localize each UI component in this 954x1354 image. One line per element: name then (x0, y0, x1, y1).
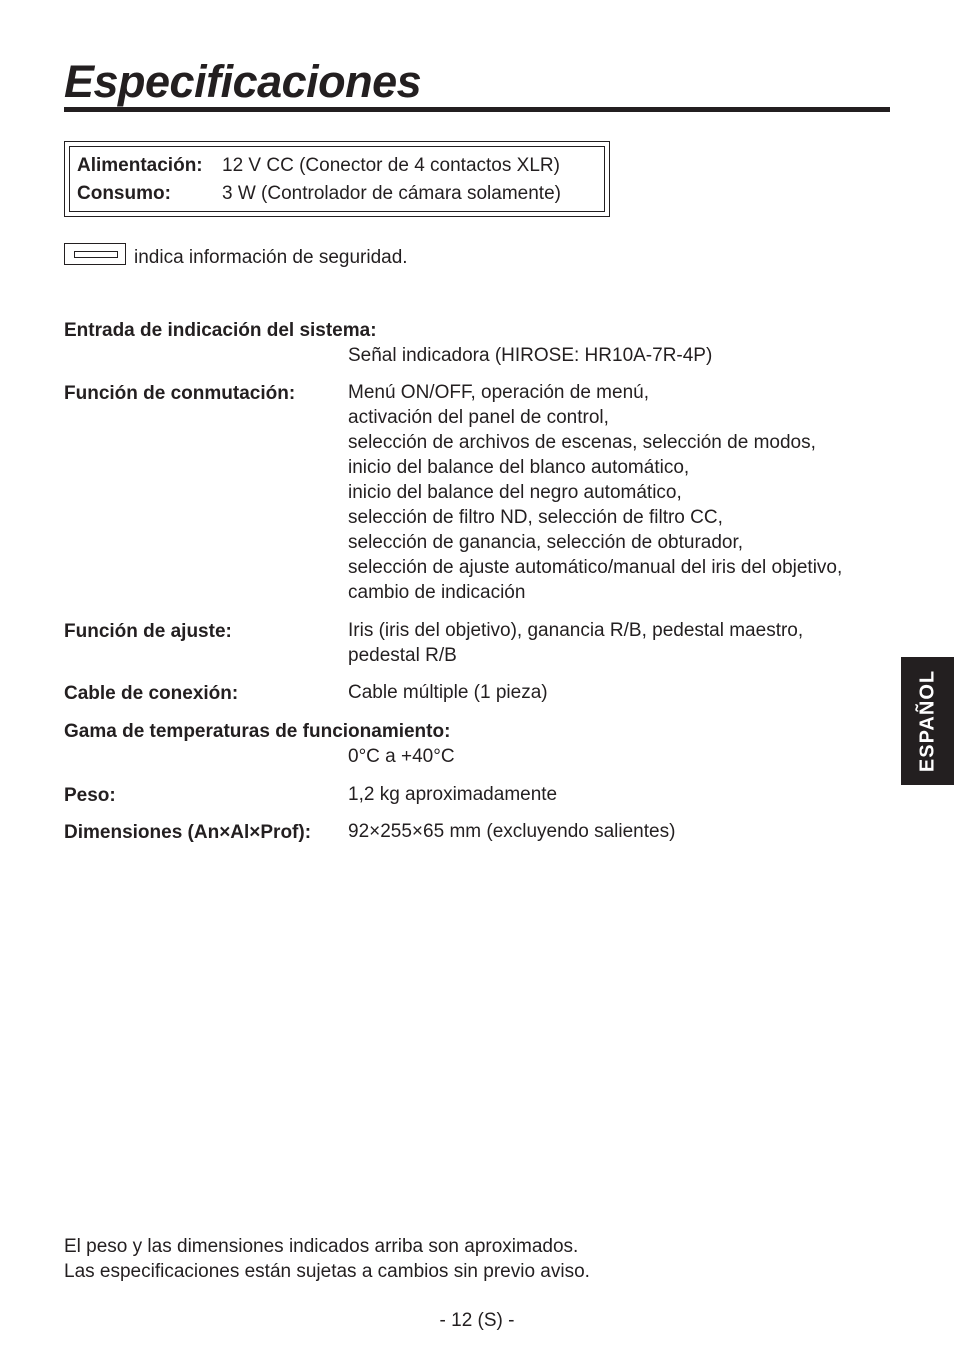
spec-line: Iris (iris del objetivo), ganancia R/B, pedestal maestro, (348, 620, 804, 641)
spec-line: inicio del balance del negro automático, (348, 482, 682, 503)
spec-label-temperature: Gama de temperaturas de funcionamiento: (64, 721, 451, 742)
safety-symbol-icon (64, 243, 126, 265)
language-tab (901, 657, 954, 785)
consumption-label: Consumo: (77, 183, 171, 204)
spec-value-switching (348, 380, 842, 605)
spec-line: 92×255×65 mm (excluyendo salientes) (348, 821, 676, 842)
title-underline (64, 107, 890, 112)
spec-value-weight (348, 782, 557, 807)
consumption-value: 3 W (Controlador de cámara solamente) (222, 183, 561, 204)
language-tab-label: ESPAÑOL (916, 669, 938, 773)
spec-label-switching: Función de conmutación: (64, 383, 296, 404)
spec-line: selección de filtro ND, selección de filtro CC, (348, 507, 723, 528)
spec-label-system-input: Entrada de indicación del sistema: (64, 320, 377, 341)
power-value: 12 V CC (Conector de 4 contactos XLR) (222, 155, 560, 176)
spec-line: selección de ajuste automático/manual del iris del objetivo, (348, 557, 843, 578)
spec-value-temperature (348, 744, 455, 769)
spec-line: 1,2 kg aproximadamente (348, 784, 558, 805)
spec-line: Menú ON/OFF, operación de menú, (348, 382, 649, 403)
spec-label-adjustment: Función de ajuste: (64, 621, 232, 642)
spec-value-adjustment (348, 618, 803, 668)
spec-line: Señal indicadora (HIROSE: HR10A-7R-4P) (348, 345, 713, 366)
spec-line: activación del panel de control, (348, 407, 609, 428)
spec-line: selección de ganancia, selección de obturador, (348, 532, 744, 553)
power-spec-box (64, 141, 610, 217)
spec-line: cambio de indicación (348, 582, 526, 603)
spec-label-dimensions: Dimensiones (An×Al×Prof): (64, 822, 312, 843)
page-title: Especificaciones (64, 56, 422, 107)
power-label: Alimentación: (77, 155, 203, 176)
spec-label-cable: Cable de conexión: (64, 683, 239, 704)
spec-label-weight: Peso: (64, 785, 116, 806)
spec-line: selección de archivos de escenas, selección de modos, (348, 432, 816, 453)
footnote-changes: Las especificaciones están sujetas a cambios sin previo aviso. (64, 1261, 590, 1282)
spec-value-cable (348, 680, 548, 705)
safety-symbol-inner (74, 251, 118, 258)
safety-legend-text: indica información de seguridad. (134, 247, 408, 268)
spec-line: Cable múltiple (1 pieza) (348, 682, 548, 703)
spec-line: inicio del balance del blanco automático, (348, 457, 690, 478)
page-number: - 12 (S) - (439, 1310, 515, 1331)
spec-line: pedestal R/B (348, 645, 457, 666)
footnote-weight: El peso y las dimensiones indicados arriba son aproximados. (64, 1236, 579, 1257)
spec-value-system-input (348, 343, 712, 368)
spec-value-dimensions (348, 819, 675, 844)
spec-line: 0°C a +40°C (348, 746, 455, 767)
